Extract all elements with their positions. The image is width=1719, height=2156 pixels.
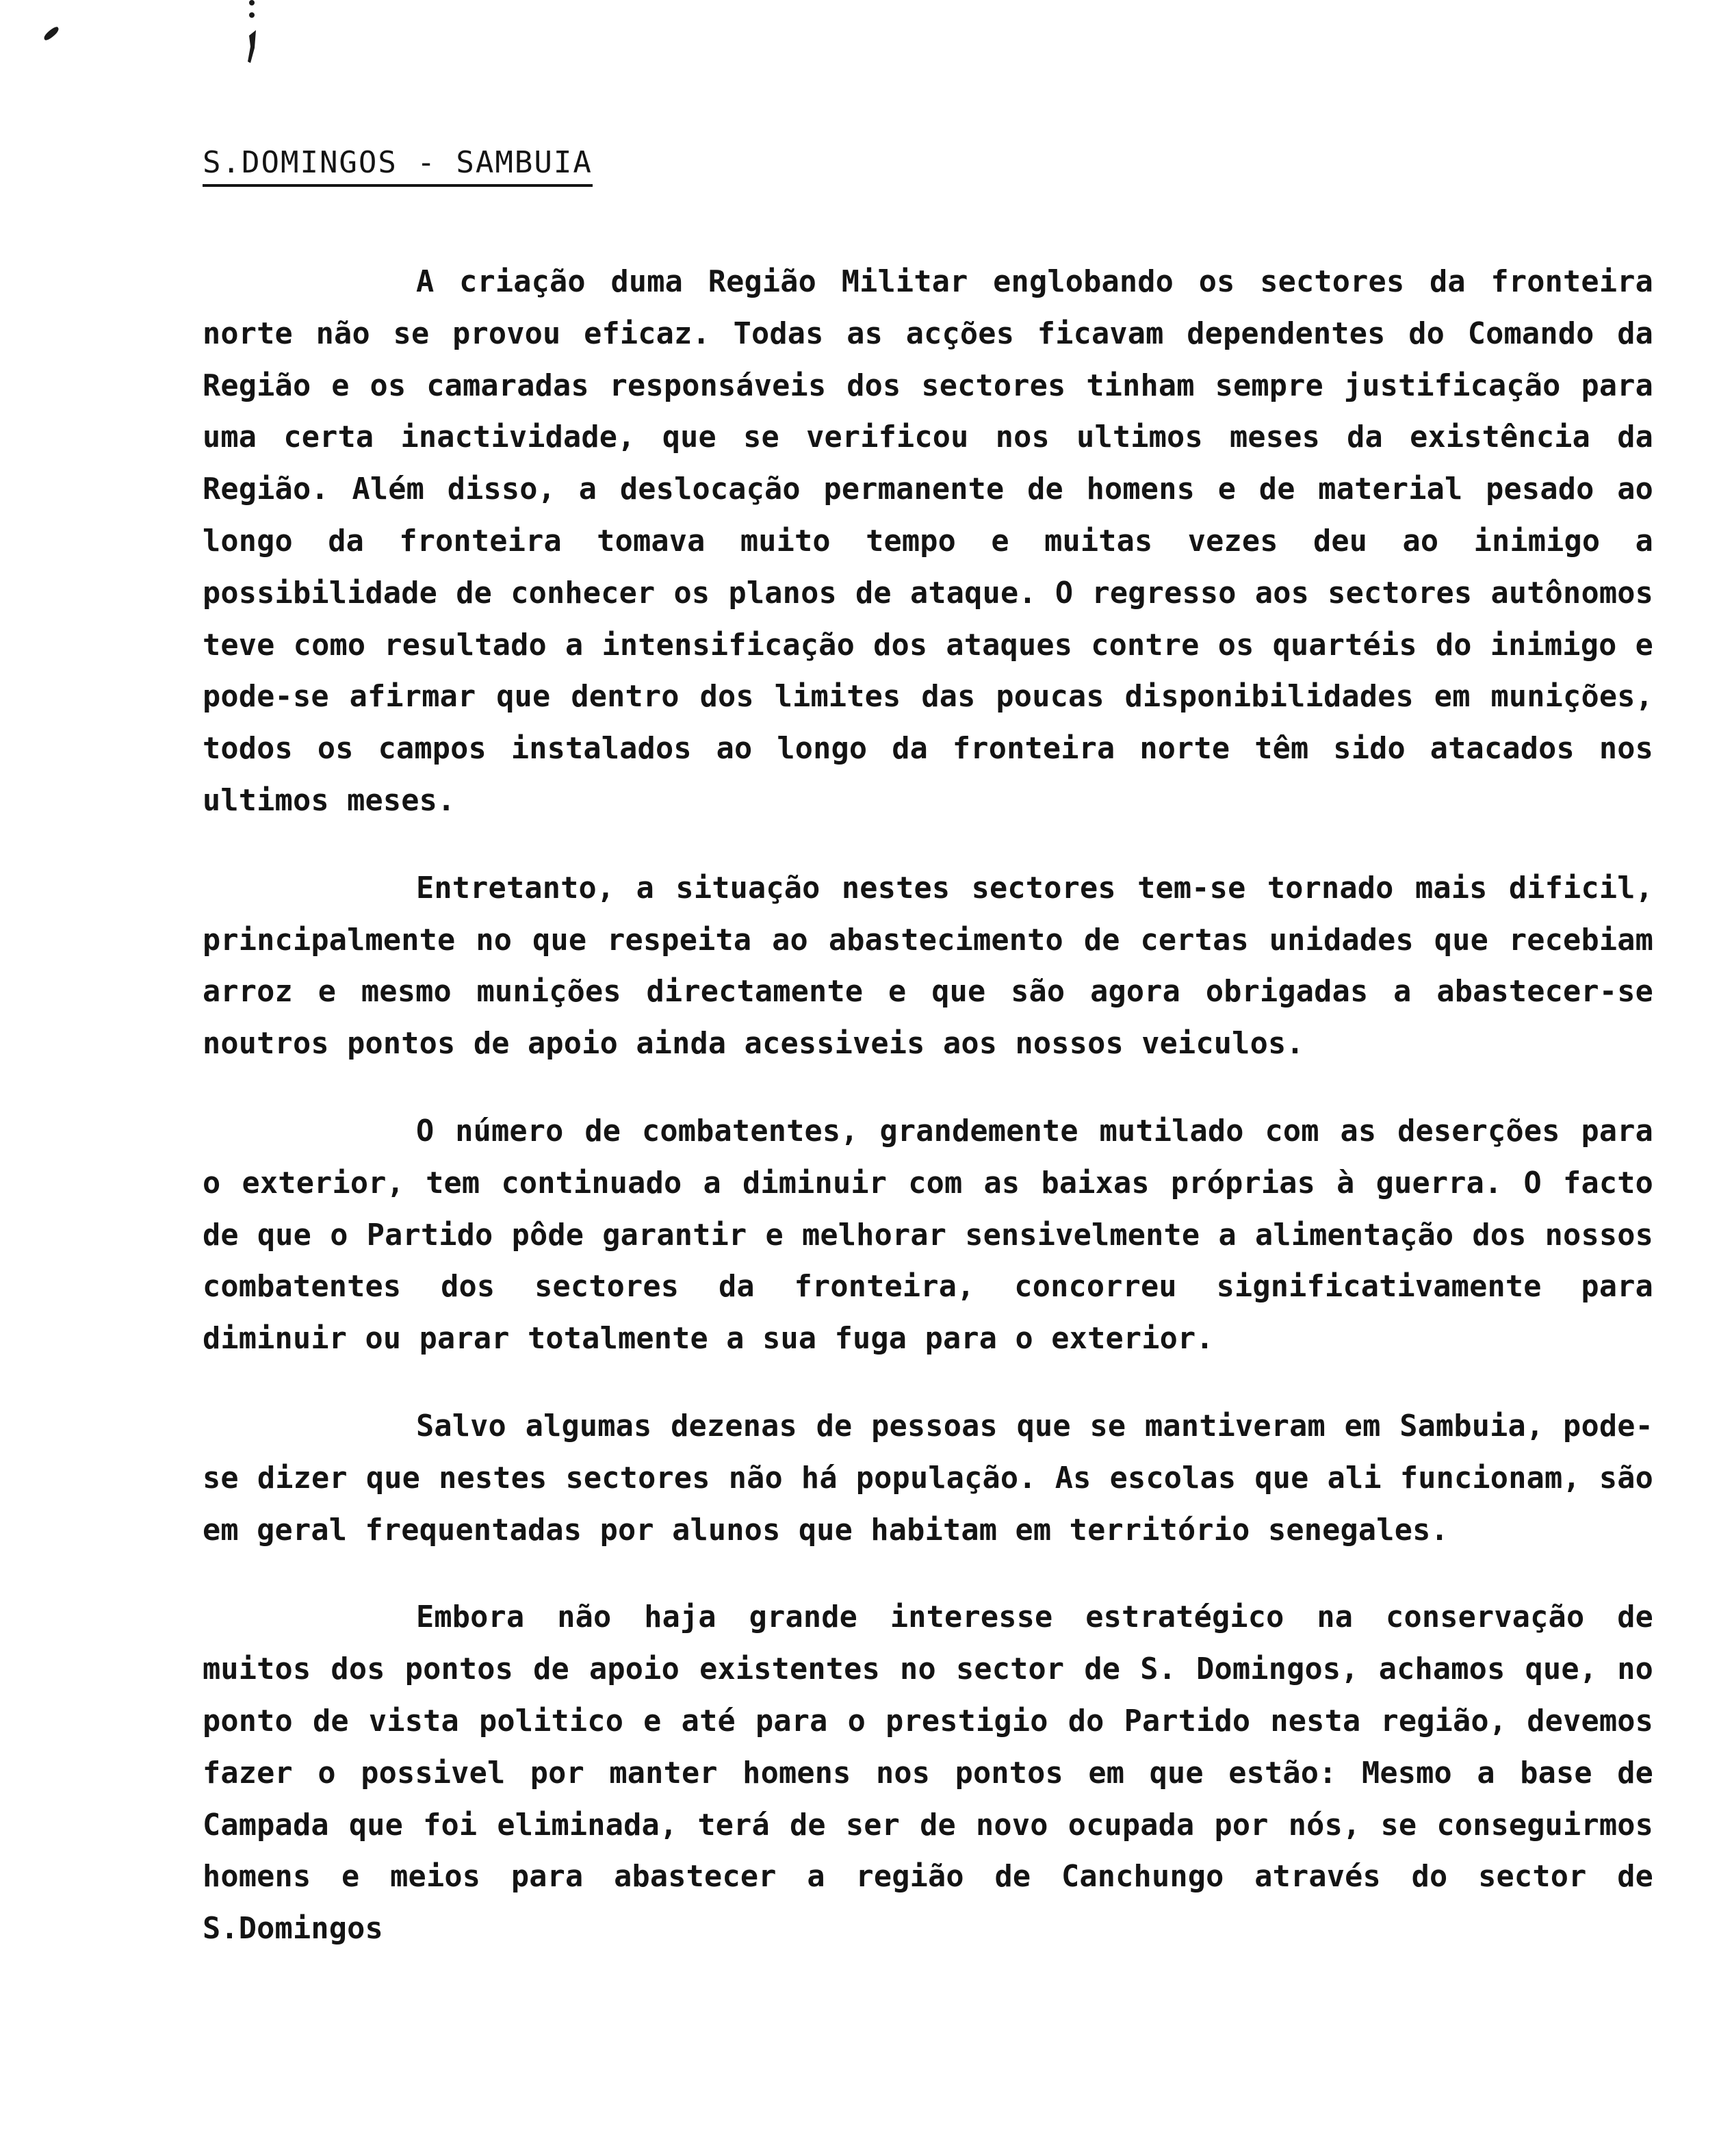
ink-mark xyxy=(42,25,60,41)
paragraph-1: A criação duma Região Militar englobando os sectores da fronteira norte não se provou eficaz. Todas as acções ficavam dependentes do Comando da Região e os camaradas responsáveis dos sectores tinham sempre justificação para uma certa inactividade, que se verificou nos ultimos meses da existência da Região. Além disso, a deslocação permanente de homens e de material pesado ao longo da fronteira tomava muito tempo e muitas vezes deu ao inimigo a possibilidade de conhecer os planos de ataque. O regresso aos sectores autônomos teve como resultado a intensificação dos ataques contre os quartéis do inimigo e pode-se afirmar que dentro dos limites das poucas disponibilidades em munições, todos os campos instalados ao longo da fronteira norte têm sido atacados nos ultimos meses. xyxy=(203,265,1653,818)
document-title: S.DOMINGOS - SAMBUIA xyxy=(203,145,593,187)
document-page xyxy=(203,145,1653,1991)
paragraph-5: Embora não haja grande interesse estratégico na conservação de muitos dos pontos de apoio existentes no sector de S. Domingos, achamos que, no ponto de vista politico e até para o prestigio do Partido nesta região, devemos fazer o possivel por manter homens nos pontos em que estão: Mesmo a base de Campada que foi eliminada, terá de ser de novo ocupada por nós, se conseguirmos homens e meios para abastecer a região de Canchungo através do sector de S.Domingos xyxy=(203,1600,1653,1947)
paragraph-3: O número de combatentes, grandemente mutilado com as deserções para o exterior, tem continuado a diminuir com as baixas próprias à guerra. O facto de que o Partido pôde garantir e melhorar sensivelmente a alimentação dos nossos combatentes dos sectores da fronteira, concorreu significativamente para diminuir ou parar totalmente a sua fuga para o exterior. xyxy=(203,1114,1653,1357)
paragraph-2: Entretanto, a situação nestes sectores tem-se tornado mais dificil, principalmente no que respeita ao abastecimento de certas unidades que recebiam arroz e mesmo munições directamente e que são agora obrigadas a abastecer-se noutros pontos de apoio ainda acessiveis aos nossos veiculos. xyxy=(203,871,1653,1062)
ink-mark-top xyxy=(244,0,259,66)
paragraph-4: Salvo algumas dezenas de pessoas que se mantiveram em Sambuia, pode-se dizer que nestes sectores não há população. As escolas que ali funcionam, são em geral frequentadas por alunos que habitam em território senegales. xyxy=(203,1409,1653,1548)
